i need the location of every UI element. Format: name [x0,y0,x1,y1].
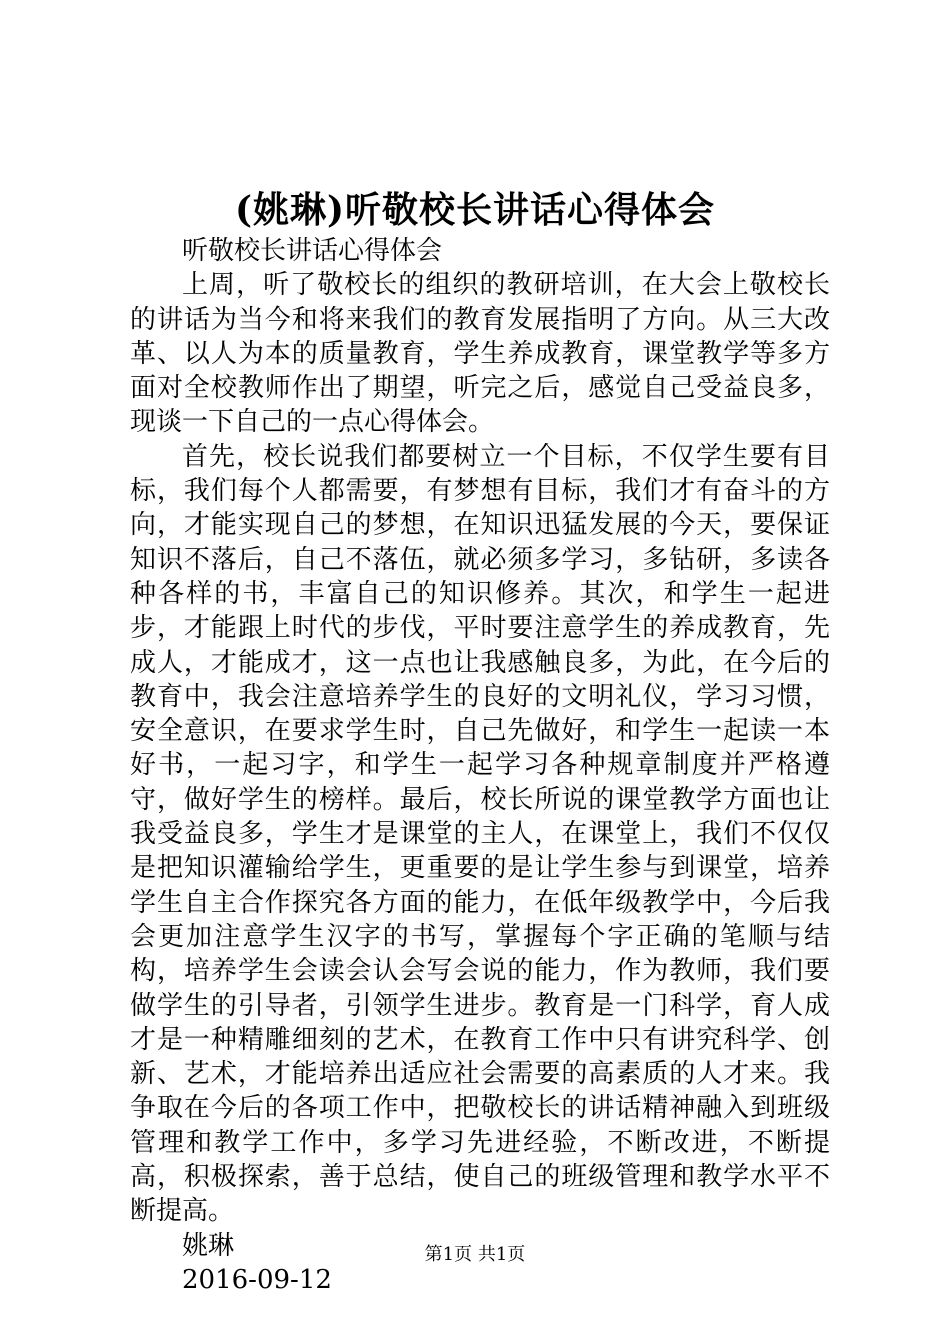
paragraph-main: 首先，校长说我们都要树立一个目标，不仅学生要有目标，我们每个人都需要，有梦想有目标，我们才有奋斗的方向，才能实现自己的梦想，在知识迅猛发展的今天，要保证知识不落后，自己不落伍，就必须多学习，多钻研，多读各种各样的书，丰富自己的知识修养。其次，和学生一起进步，才能跟上时代的步伐，平时要注意学生的养成教育，先成人，才能成才，这一点也让我感触良多，为此，在今后的教育中，我会注意培养学生的良好的文明礼仪，学习习惯，安全意识，在要求学生时，自己先做好，和学生一起读一本好书，一起习字，和学生一起学习各种规章制度并严格遵守，做好学生的榜样。最后，校长所说的课堂教学方面也让我受益良多，学生才是课堂的主人，在课堂上，我们不仅仅是把知识灌输给学生，更重要的是让学生参与到课堂，培养学生自主合作探究各方面的能力，在低年级教学中，今后我会更加注意学生汉字的书写，掌握每个字正确的笔顺与结构，培养学生会读会认会写会说的能力，作为教师，我们要做学生的引导者，引领学生进步。教育是一门科学，育人成才是一种精雕细刻的艺术，在教育工作中只有讲究科学、创新、艺术，才能培养出适应社会需要的高素质的人才来。我争取在今后的各项工作中，把敬校长的讲话精神融入到班级管理和教学工作中，多学习先进经验，不断改进，不断提高，积极探索，善于总结，使自己的班级管理和教学水平不断提高。 [130,441,830,1227]
document-title: (姚琳)听敬校长讲话心得体会 [234,189,716,231]
page-footer: 第1页 共1页 [424,1244,526,1265]
paragraph-intro: 上周，听了敬校长的组织的教研培训，在大会上敬校长的讲话为当今和将来我们的教育发展指明了方向。从三大改革、以人为本的质量教育，学生养成教育，课堂教学等多方面对全校教师作出了期望，听完之后，感觉自己受益良多，现谈一下自己的一点心得体会。 [130,270,830,438]
subtitle-line: 听敬校长讲话心得体会 [182,236,443,266]
document-body [130,234,830,1297]
document-date: 2016-09-12 [182,1264,332,1295]
author-signature: 姚琳 [182,1230,235,1261]
